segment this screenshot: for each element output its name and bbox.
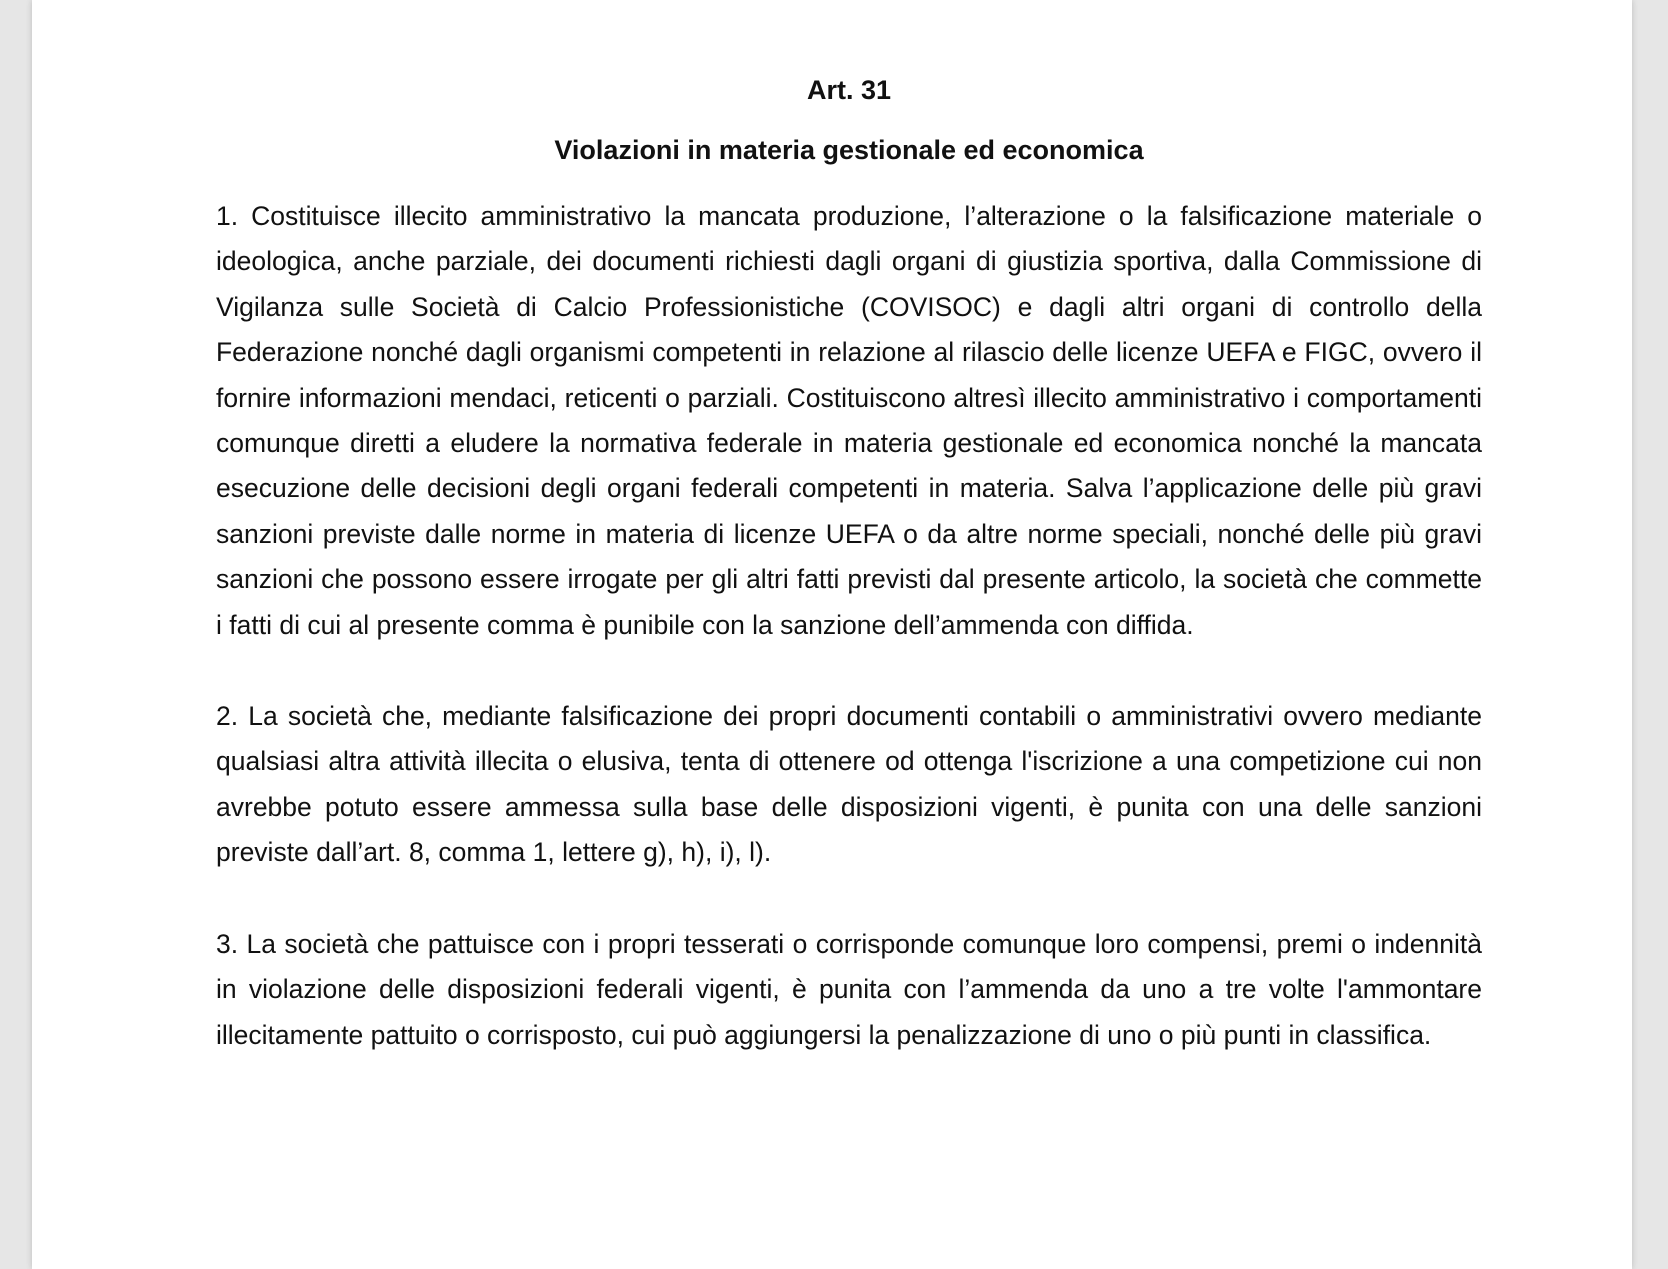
paragraph-1: 1. Costituisce illecito amministrativo la mancata produzione, l’alterazione o la falsificazione materiale o ideologica, anche parziale, dei documenti richiesti dagli organi di giustizia sportiva, dalla Commissione di Vigilanza sulle Società di Calcio Professionistiche (COVISOC) e dagli altri organi di controllo della Federazione nonché dagli organismi competenti in relazione al rilascio delle licenze UEFA e FIGC, ovvero il fornire informazioni mendaci, reticenti o parziali. Costituiscono altresì illecito amministrativo i comportamenti comunque diretti a eludere la normativa federale in materia gestionale ed economica nonché la mancata esecuzione delle decisioni degli organi federali competenti in materia. Salva l’applicazione delle più gravi sanzioni previste dalle norme in materia di licenze UEFA o da altre norme speciali, nonché delle più gravi sanzioni che possono essere irrogate per gli altri fatti previsti dal presente articolo, la società che commette i fatti di cui al presente comma è punibile con la sanzione dell’ammenda con diffida.: [216, 201, 1482, 640]
article-title: Violazioni in materia gestionale ed economica: [554, 135, 1144, 165]
article-number: Art. 31: [806, 75, 892, 105]
document-page: [32, 0, 1632, 1269]
document-content: [216, 60, 1482, 1058]
paragraph-2: 2. La società che, mediante falsificazione dei propri documenti contabili o amministrativi ovvero mediante qualsiasi altra attività illecita o elusiva, tenta di ottenere od ottenga l'iscrizione a una competizione cui non avrebbe potuto essere ammessa sulla base delle disposizioni vigenti, è punita con una delle sanzioni previste dall’art. 8, comma 1, lettere g), h), i), l).: [216, 701, 1482, 868]
paragraph-3: 3. La società che pattuisce con i propri tesserati o corrisponde comunque loro compensi, premi o indennità in violazione delle disposizioni federali vigenti, è punita con l’ammenda da uno a tre volte l'ammontare illecitamente pattuito o corrisposto, cui può aggiungersi la penalizzazione di uno o più punti in classifica.: [216, 928, 1482, 1050]
